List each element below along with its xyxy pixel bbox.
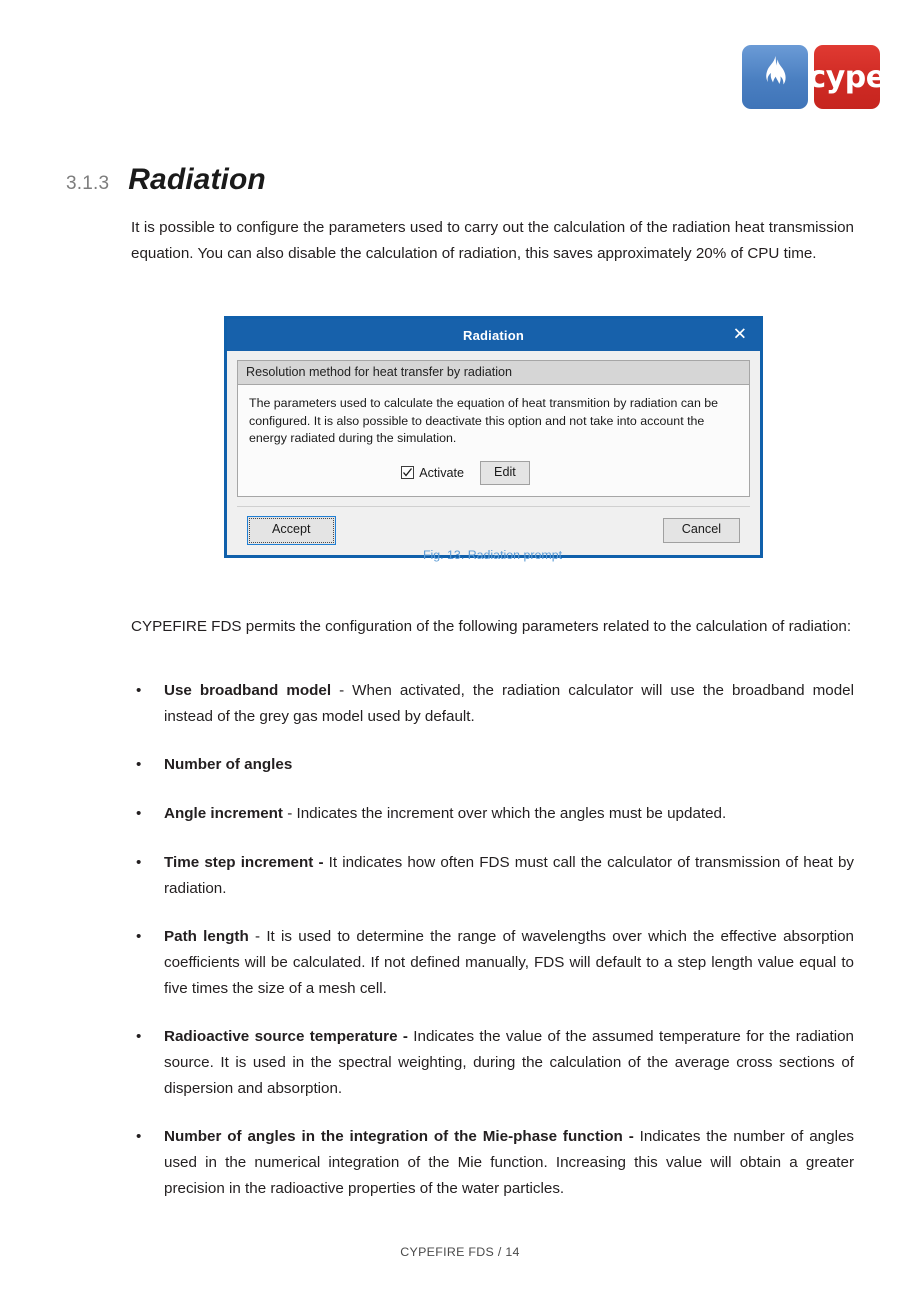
parameter-bullet-list xyxy=(131,678,854,1202)
list-item-description: It indicates how often FDS must call the calculator of transmission of heat by radiation. xyxy=(164,853,854,897)
list-item xyxy=(131,801,854,827)
cype-wordmark: cype xyxy=(808,60,886,95)
list-item xyxy=(131,752,854,778)
bullet-icon: • xyxy=(136,928,142,946)
bullet-icon: • xyxy=(136,756,142,774)
close-icon[interactable]: ✕ xyxy=(732,324,747,345)
list-item-term: Angle increment xyxy=(164,805,283,823)
figure-radiation-dialog xyxy=(224,316,763,558)
bullet-icon: • xyxy=(136,1028,142,1046)
list-item-term: Time step increment - xyxy=(164,853,324,871)
groupbox-description: The parameters used to calculate the equation of heat transmition by radiation can be configured. It is also possible to deactivate this option and not take into account the energy radiated during the simulation. xyxy=(249,396,719,445)
bullet-icon: • xyxy=(136,1128,142,1146)
resolution-method-groupbox xyxy=(237,360,750,497)
bullet-icon: • xyxy=(136,805,142,823)
figure-caption: Fig. 13. Radiation prompt xyxy=(422,548,563,562)
list-item xyxy=(131,678,854,729)
list-item-description: Indicates the value of the assumed temperature for the radiation source. It is used in the spectral weighting, during the calculation of the average cross sections of dispersion and absorption. xyxy=(164,1028,854,1097)
activate-checkbox-label: Activate xyxy=(419,465,465,480)
list-item xyxy=(131,850,854,901)
accept-button[interactable]: Accept xyxy=(249,518,334,543)
heading-number: 3.1.3 xyxy=(66,173,110,194)
groupbox-controls xyxy=(249,461,738,486)
checkbox-icon[interactable] xyxy=(401,466,414,479)
cype-logo-tile xyxy=(808,45,886,109)
bullet-icon: • xyxy=(136,853,142,871)
flame-logo-tile xyxy=(742,45,808,109)
dialog-body xyxy=(227,351,760,555)
heading-text: Radiation xyxy=(128,163,266,196)
groupbox-header: Resolution method for heat transfer by radiation xyxy=(238,361,749,385)
list-item-description: - When activated, the radiation calculator will use the broadband model instead of the grey gas model used by default. xyxy=(164,682,854,725)
dialog-titlebar xyxy=(227,319,760,351)
accept-button-focus-ring xyxy=(247,516,336,545)
dialog-title: Radiation xyxy=(462,327,525,343)
intro-paragraph: It is possible to configure the parameters used to carry out the calculation of the radiation heat transmission equation. You can also disable the calculation of radiation, this saves approximately 20% of CPU time. xyxy=(131,219,854,262)
list-item-term: Use broadband model xyxy=(164,682,332,699)
radiation-dialog xyxy=(224,316,763,558)
page-title xyxy=(66,163,266,197)
body-paragraph-block xyxy=(131,614,854,640)
groupbox-content xyxy=(238,385,749,496)
list-item xyxy=(131,924,854,1001)
list-item-term: Number of angles xyxy=(164,756,293,774)
intro-paragraph-block xyxy=(131,215,854,266)
cype-logo xyxy=(742,45,886,109)
page-footer: CYPEFIRE FDS / 14 xyxy=(400,1245,520,1259)
edit-button[interactable]: Edit xyxy=(480,461,530,486)
list-item xyxy=(131,1024,854,1101)
list-item-term: Number of angles in the integration of the Mie-phase function - xyxy=(164,1128,634,1146)
flame-icon xyxy=(760,55,790,100)
list-item xyxy=(131,1124,854,1201)
list-item-description: Indicates the number of angles used in the numerical integration of the Mie function. Increasing this value will obtain a greater precision in the radioactive properties of the water particles. xyxy=(164,1128,854,1197)
list-item-description: - It is used to determine the range of wavelengths over which the effective absorption coefficients will be calculated. If not defined manually, FDS will default to a step length value equal to five times the size of a mesh cell. xyxy=(164,928,855,997)
list-item-term: Radioactive source temperature - xyxy=(164,1028,408,1046)
list-item-term: Path length xyxy=(164,928,249,946)
bullet-icon: • xyxy=(136,682,142,699)
activate-checkbox-row[interactable] xyxy=(401,466,464,480)
cancel-button[interactable]: Cancel xyxy=(663,518,740,543)
body-paragraph: CYPEFIRE FDS permits the configuration of the following parameters related to the calculation of radiation: xyxy=(131,618,852,635)
list-item-description: - Indicates the increment over which the angles must be updated. xyxy=(283,805,727,823)
